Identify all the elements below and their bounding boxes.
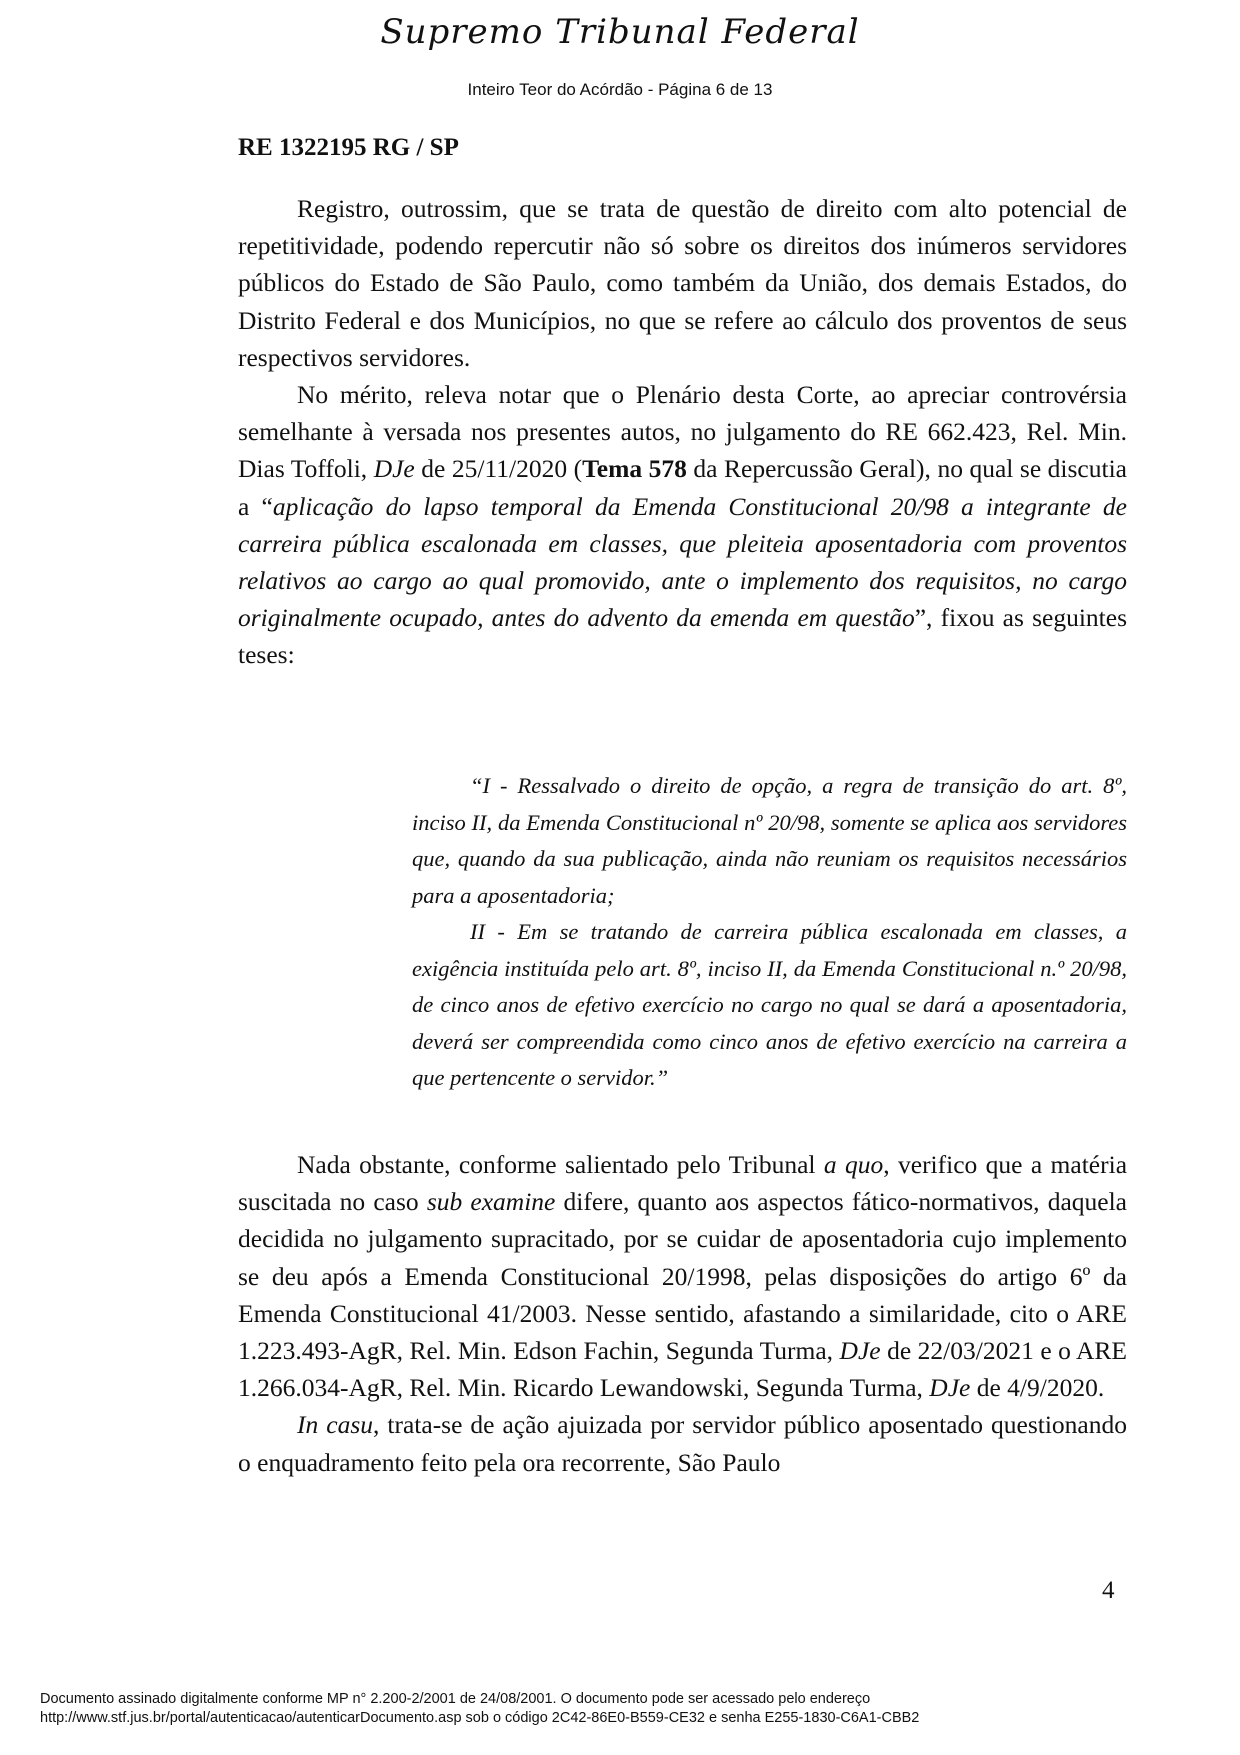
theses-blockquote	[412, 768, 1127, 1097]
footer-line-2: http://www.stf.jus.br/portal/autenticacao/autenticarDocumento.asp sob o código 2C42-86E0-B559-CE32 e senha E255-1830-C6A1-CBB2	[40, 1710, 920, 1726]
court-name-header: Supremo Tribunal Federal	[380, 12, 860, 52]
thesis-i: “I - Ressalvado o direito de opção, a regra de transição do art. 8º, inciso II, da Emenda Constitucional nº 20/98, somente se aplica aos servidores que, quando da sua publicação, ainda não reuniam os requisitos necessários para a aposentadoria;	[412, 773, 1127, 908]
italic-quote: aplicação do lapso temporal da Emenda Constitucional 20/98 a integrante de carreira pública escalonada em classes, que pleiteia aposentadoria com proventos relativos ao cargo ao qual promovido, ante o implemento dos requisitos, no cargo originalmente ocupado, antes do advento da emenda em questão	[238, 491, 1128, 633]
thesis-ii: II - Em se tratando de carreira pública escalonada em classes, a exigência instituída pelo art. 8º, inciso II, da Emenda Constitucional n.º 20/98, de cinco anos de efetivo exercício no cargo no qual se dará a aposentadoria, deverá ser compreendida como cinco anos de efetivo exercício na carreira a que pertencente o servidor.”	[412, 919, 1127, 1090]
dje-label: DJe	[373, 454, 415, 484]
tema-label: Tema 578	[582, 454, 687, 484]
paragraph-nada-obstante: Nada obstante, conforme salientado pelo Tribunal a quo, verifico que a matéria suscitada no caso sub examine difere, quanto aos aspectos fático-normativos, daquela decidida no julgamento supracitado, por se cuidar de aposentadoria cujo implemento se deu após a Emenda Constitucional 20/1998, pelas disposições do artigo 6º da Emenda Constitucional 41/2003. Nesse sentido, afastando a similaridade, cito o ARE 1.223.493-AgR, Rel. Min. Edson Fachin, Segunda Turma, DJe de 22/03/2021 e o ARE 1.266.034-AgR, Rel. Min. Ricardo Lewandowski, Segunda Turma, DJe de 4/9/2020.	[238, 1150, 1128, 1403]
signature-footer	[40, 1690, 919, 1728]
paragraph-merito: No mérito, releva notar que o Plenário desta Corte, ao apreciar controvérsia semelhante à versada nos presentes autos, no julgamento do RE 662.423, Rel. Min. Dias Toffoli, DJe de 25/11/2020 (Tema 578 da Repercussão Geral), no qual se discutia a “aplicação do lapso temporal da Emenda Constitucional 20/98 a integrante de carreira pública escalonada em classes, que pleiteia aposentadoria com proventos relativos ao cargo ao qual promovido, ante o implemento dos requisitos, no cargo originalmente ocupado, antes do advento da emenda em questão”, fixou as seguintes teses:	[238, 380, 1128, 670]
paragraph-repetitividade: Registro, outrossim, que se trata de questão de direito com alto potencial de repetitividade, podendo repercutir não só sobre os direitos dos inúmeros servidores públicos do Estado de São Paulo, como também da União, dos demais Estados, do Distrito Federal e dos Municípios, no que se refere ao cálculo dos proventos de seus respectivos servidores.	[238, 194, 1127, 372]
footer-line-1: Documento assinado digitalmente conforme MP n° 2.200-2/2001 de 24/08/2001. O documento pode ser acessado pelo endereço	[40, 1691, 871, 1707]
body-section-2	[238, 1146, 1127, 1481]
case-id: RE 1322195 RG / SP	[238, 134, 459, 161]
page-label: Inteiro Teor do Acórdão - Página 6 de 13	[467, 80, 773, 99]
body-section-1	[238, 190, 1127, 674]
paragraph-in-casu: In casu, trata-se de ação ajuizada por servidor público aposentado questionando o enquadramento feito pela ora recorrente, São Paulo	[238, 1410, 1127, 1477]
page-number: 4	[1102, 1577, 1115, 1604]
